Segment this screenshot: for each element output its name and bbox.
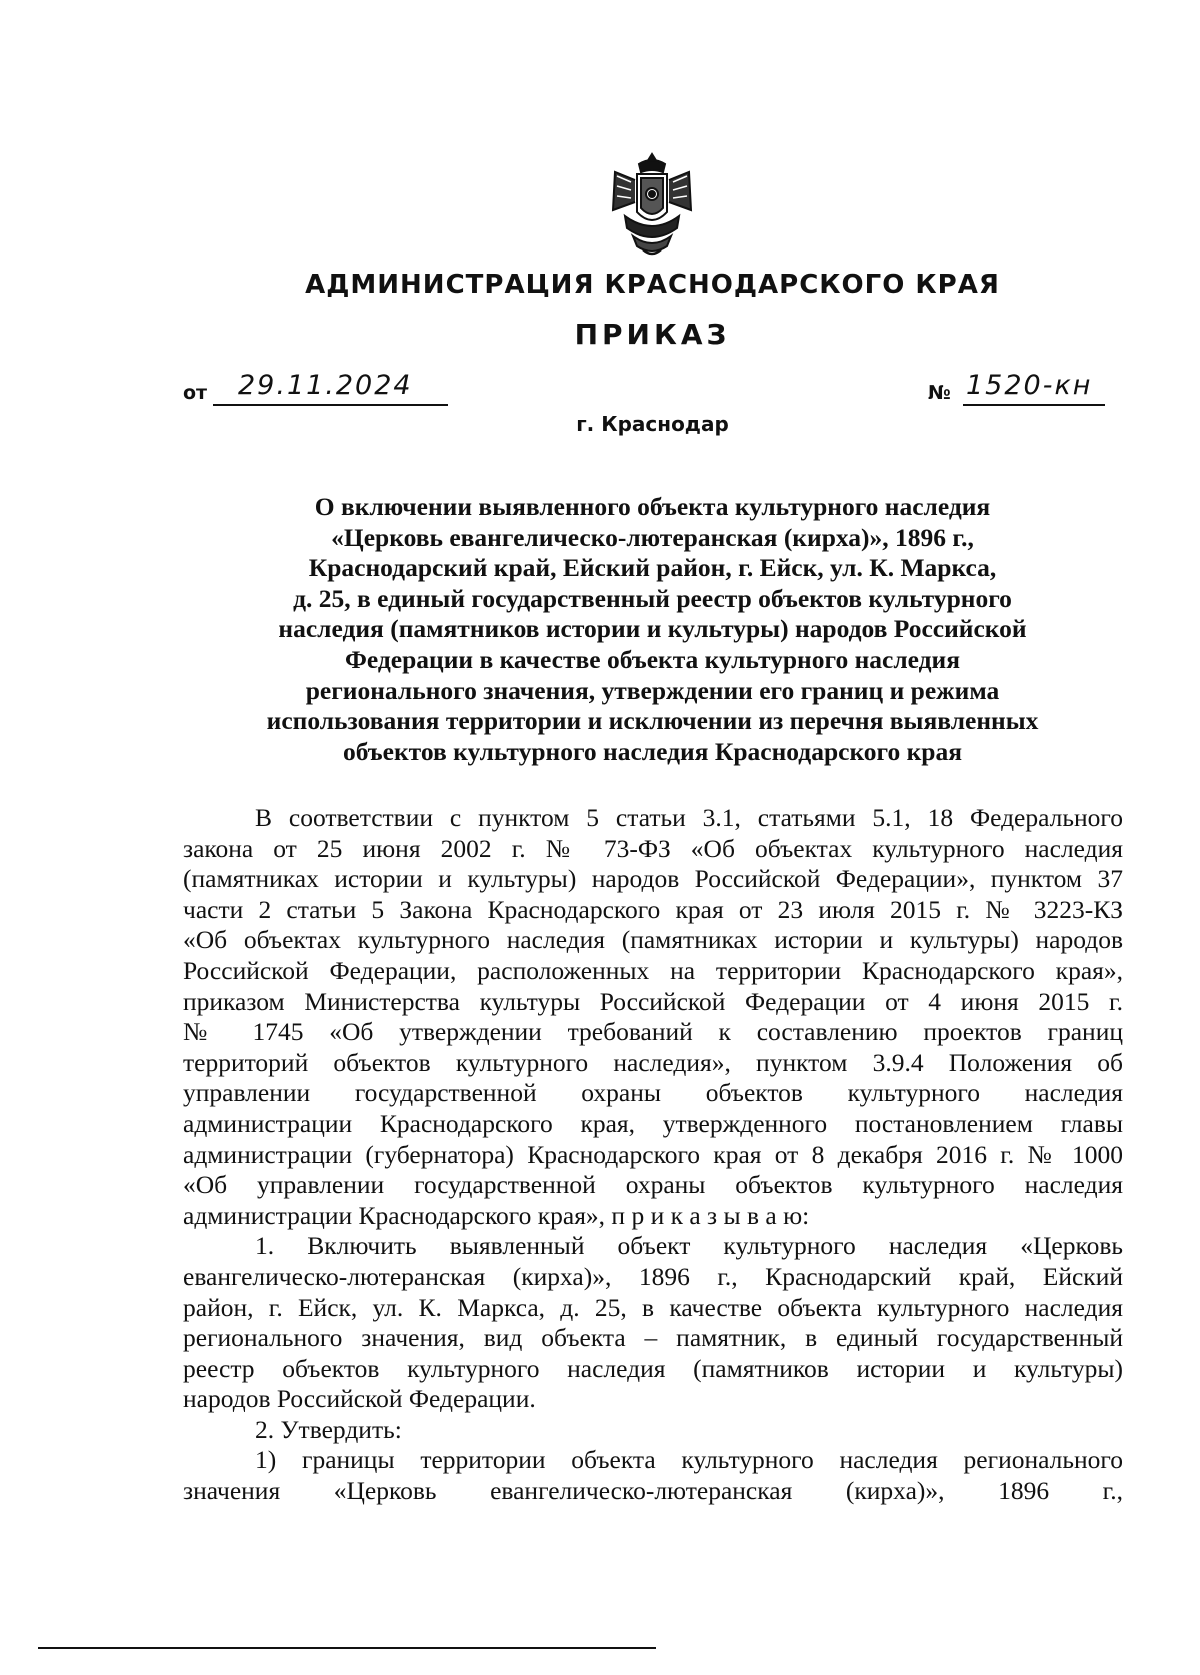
body-line: 1) границы территории объекта культурного наследия регионального [255, 1445, 1123, 1475]
body-line: администрации Краснодарского края», п р и к а з ы в а ю: [183, 1200, 810, 1230]
body-line: район, г. Ейск, ул. К. Маркса, д. 25, в качестве объекта культурного наследия [183, 1292, 1123, 1322]
title-line: использования территории и исключении из перечня выявленных [266, 706, 1039, 736]
title-line: О включении выявленного объекта культурного наследия [314, 492, 991, 521]
body-line: закона от 25 июня 2002 г. № 73-ФЗ «Об объектах культурного наследия [183, 833, 1123, 863]
body-line: В соответствии с пунктом 5 статьи 3.1, статьями 5.1, 18 Федерального [255, 803, 1123, 832]
body-line: 2. Утвердить: [255, 1414, 402, 1444]
date-value: 29.11.2024 [238, 370, 413, 401]
body-line: народов Российской Федерации. [183, 1384, 536, 1414]
body-line: части 2 статьи 5 Закона Краснодарского края от 23 июля 2015 г. № 3223-КЗ [183, 894, 1123, 924]
document-type: ПРИКАЗ [574, 318, 731, 351]
title-line: «Церковь евангелическо-лютеранская (кирха)», 1896 г., [331, 522, 974, 552]
date-underline [213, 404, 448, 406]
issue-city: г. Краснодар [576, 412, 729, 436]
body-line: «Об управлении государственной охраны объектов культурного наследия [183, 1170, 1123, 1200]
footer-divider [38, 1647, 656, 1649]
order-title [150, 492, 1155, 767]
body-line: регионального значения, вид объекта – памятник, в единый государственный [183, 1323, 1123, 1353]
number-value: 1520-кн [966, 370, 1093, 401]
title-line: регионального значения, утверждении его границ и режима [305, 675, 1000, 705]
body-line: приказом Министерства культуры Российской Федерации от 4 июня 2015 г. [183, 986, 1123, 1016]
body-line: администрации Краснодарского края, утвержденного постановлением главы [183, 1108, 1123, 1138]
order-number [928, 370, 1108, 408]
body-line: № 1745 «Об утверждении требований к составлению проектов границ [183, 1017, 1123, 1047]
body-line: 1. Включить выявленный объект культурного наследия «Церковь [255, 1231, 1123, 1261]
body-line: администрации (губернатора) Краснодарского края от 8 декабря 2016 г. № 1000 [183, 1139, 1123, 1169]
body-line: территорий объектов культурного наследия», пунктом 3.9.4 Положения об [183, 1047, 1123, 1077]
body-line: «Об объектах культурного наследия (памятниках истории и культуры) народов [183, 925, 1123, 955]
title-line: д. 25, в единый государственный реестр объектов культурного [293, 583, 1012, 613]
issuing-authority: АДМИНИСТРАЦИЯ КРАСНОДАРСКОГО КРАЯ [305, 270, 1000, 300]
body-line: (памятниках истории и культуры) народов Российской Федерации», пунктом 37 [183, 864, 1123, 894]
order-body [183, 803, 1123, 1507]
body-line: значения «Церковь евангелическо-лютеранская (кирха)», 1896 г., [183, 1476, 1123, 1506]
title-line: наследия (памятников истории и культуры) народов Российской [278, 614, 1027, 644]
title-line: Федерации в качестве объекта культурного наследия [344, 644, 961, 674]
body-line: управлении государственной охраны объектов культурного наследия [183, 1078, 1123, 1108]
date-prefix: от [183, 382, 208, 404]
coat-of-arms-emblem [607, 150, 697, 260]
body-line: Российской Федерации, расположенных на территории Краснодарского края», [183, 955, 1123, 985]
order-date [183, 370, 453, 408]
number-prefix: № [928, 382, 951, 404]
number-underline [963, 404, 1105, 406]
title-line: объектов культурного наследия Краснодарского края [342, 736, 963, 766]
title-line: Краснодарский край, Ейский район, г. Ейск, ул. К. Маркса, [308, 553, 997, 583]
body-line: евангелическо-лютеранская (кирха)», 1896 г., Краснодарский край, Ейский [183, 1261, 1123, 1291]
body-line: реестр объектов культурного наследия (памятников истории и культуры) [183, 1353, 1123, 1383]
